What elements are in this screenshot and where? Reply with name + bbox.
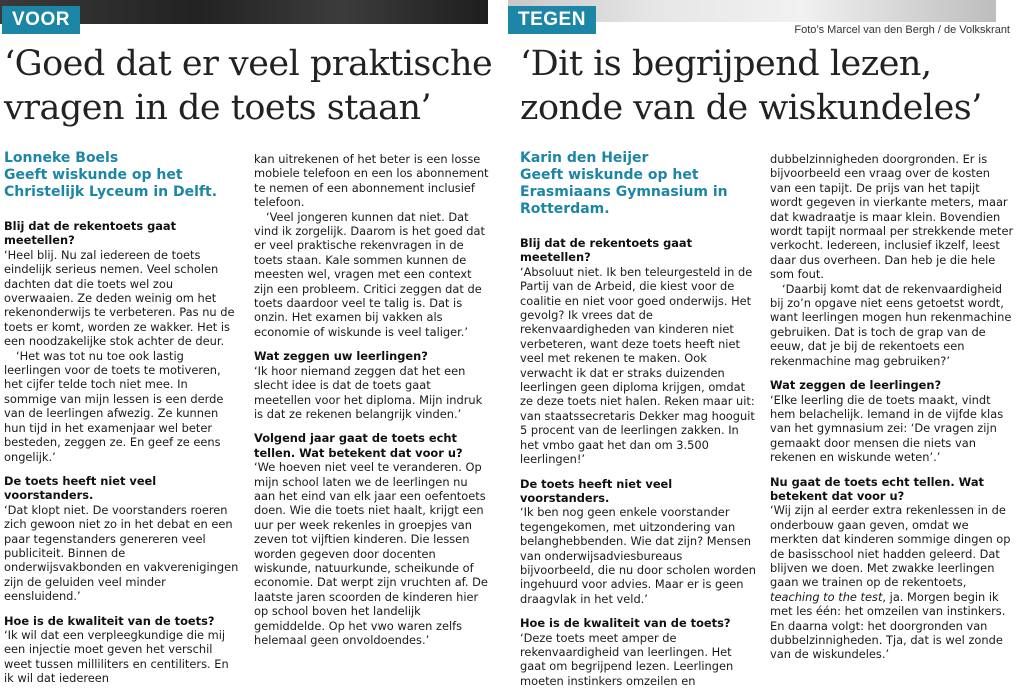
tegen-article bbox=[508, 0, 1024, 688]
voor-answer-1b: ‘Het was tot nu toe ook lastig leerlingen voor de toets te motiveren, het cijfer telde toch niet mee. In sommige van mijn lessen is een derde van de leerlingen afwezig. Ze kunnen hun tijd in het examenjaar wel beter besteden, zeggen ze. En geef ze eens ongelijk.’ bbox=[4, 348, 224, 464]
tegen-answer-5b: , ja. Morgen begin ik met les één: het omzeilen van instinkers. En daarna volgt: het doorgronden van dubbelzinnigheden. Tja, dat is wel zonde van de wiskundeles.’ bbox=[770, 589, 1006, 662]
tegen-answer-5 bbox=[770, 503, 1014, 661]
voor-column-2 bbox=[254, 152, 490, 647]
voor-answer-4: ‘Ik hoor niemand zeggen dat het een slecht idee is dat de toets gaat meetellen voor het diploma. Mijn indruk is dat ze rekenen belangrijk vinden.’ bbox=[254, 363, 483, 421]
voor-answer-1: ‘Heel blij. Nu zal iedereen de toets eindelijk serieus nemen. Veel scholen dachten dat die toets wel zou overwaaien. Ze deden weinig om het rekenonderwijs te verbeteren. Pas nu de toets er komt, worden ze wakker. Het is een noodzakelijke stok achter de deur. bbox=[4, 247, 235, 349]
tegen-answer-4: ‘Elke leerling die de toets maakt, vindt hem belachelijk. Iemand in de vijfde klas van het gymnasium zei: ‘De vragen zijn gemaakt door mensen die niets van rekenen en wiskunde weten’.’ bbox=[770, 392, 1004, 465]
tegen-headline-line1: ‘Dit is begrijpend lezen, bbox=[520, 44, 932, 84]
voor-question-4: Wat zeggen uw leerlingen? bbox=[254, 349, 428, 364]
voor-question-3: Hoe is de kwaliteit van de toets? bbox=[4, 613, 215, 628]
tegen-answer-3: ‘Deze toets meet amper de rekenvaardigheid van leerlingen. Het gaat om begrijpend lezen. Leerlingen moeten instinkers omzeilen en bbox=[520, 630, 734, 688]
tegen-question-1: Blij dat de rekentoets gaat meetellen? bbox=[520, 236, 693, 265]
tegen-question-5: Nu gaat de toets echt tellen. Wat betekent dat voor u? bbox=[770, 474, 984, 503]
tegen-answer-3c: ‘Daarbij komt dat de rekenvaardigheid bij zo’n opgave niet eens getoetst wordt, want leerlingen mogen hun rekenmachine gebruiken. Dat is toch de grap van de eeuw, dat je bij de rekentoets een rekenmachine mag gebruiken?’ bbox=[770, 281, 1012, 368]
tegen-answer-5a: ‘Wij zijn al eerder extra rekenlessen in de onderbouw gaan geven, omdat we merkten dat kinderen sommige dingen op de basisschool niet hadden geleerd. Dat blijven we doen. Met zwakke leerlingen gaan we trainen op de rekentoets, bbox=[770, 503, 1011, 590]
tegen-headline-line2: zonde van de wiskundeles’ bbox=[520, 88, 982, 128]
voor-headline bbox=[4, 42, 499, 130]
voor-answer-5: ‘We hoeven niet veel te veranderen. Op mijn school laten we de leerlingen nu aan het eind van elk jaar een oefentoets doen. Wie die toets niet haalt, krijgt een uur per week rekenles in groepjes van zeven tot vijftien kinderen. Die lessen worden gegeven door docenten wiskunde, natuurkunde, scheikunde of economie. Dat werpt zijn vruchten af. De laatste jaren scoorden de kinderen hier op school boven het landelijk gemiddelde. Op het vwo waren zelfs helemaal geen onvoldoendes.’ bbox=[254, 460, 488, 647]
voor-headline-line2: vragen in de toets staan’ bbox=[4, 88, 432, 128]
photo-credit: Foto’s Marcel van den Bergh / de Volkskrant bbox=[794, 24, 1010, 36]
voor-answer-3b: kan uitrekenen of het beter is een losse mobiele telefoon en een los abonnement te nemen of een abonnement inclusief telefoon. bbox=[254, 152, 489, 210]
voor-answer-3c: ‘Veel jongeren kunnen dat niet. Dat vind ik zorgelijk. Daarom is het goed dat er veel praktische rekenvragen in de toets staan. Kale sommen kunnen de meesten wel, vragen met een context zijn een probleem. Critici zeggen dat de toets daardoor veel te talig is. Dat is onzin. Het examen bij vakken als economie of wiskunde is veel taliger.’ bbox=[254, 209, 485, 339]
tegen-answer-5-italic: teaching to the test bbox=[770, 589, 883, 604]
voor-answer-2: ‘Dat klopt niet. De voorstanders roeren zich gewoon niet zo in het debat en een paar tegenstanders genereren veel publiciteit. Binnen de onderwijsvakbonden en vakverenigingen zijn de geluiden veel minder eensluidend.’ bbox=[4, 502, 239, 604]
tegen-answer-1: ‘Absoluut niet. Ik ben teleurgesteld in de Partij van de Arbeid, die kiest voor de coalitie en niet voor goed onderwijs. Het gevolg? Ik vrees dat de rekenvaardigheden van kinderen niet verbeteren, want deze toets heeft niet veel met rekenen te maken. Ook verwacht ik dat er straks duizenden leerlingen geen diploma krijgen, omdat ze deze toets niet halen. Reken maar uit: van staatssecretaris Dekker mag hooguit 5 procent van de leerlingen zakken. In het vmbo gaat het dan om 3.500 leerlingen!’ bbox=[520, 264, 755, 467]
tegen-question-3: Hoe is de kwaliteit van de toets? bbox=[520, 616, 731, 631]
tegen-question-2: De toets heeft niet veel voorstanders. bbox=[520, 476, 673, 505]
voor-question-2: De toets heeft niet veel voorstanders. bbox=[4, 473, 157, 503]
tegen-author: Karin den Heijer bbox=[520, 150, 649, 166]
tegen-column-2 bbox=[770, 152, 1014, 662]
tegen-column-1 bbox=[520, 150, 756, 688]
voor-article bbox=[0, 0, 503, 686]
voor-headline-line1: ‘Goed dat er veel praktische bbox=[4, 44, 493, 84]
voor-column-1 bbox=[4, 150, 240, 686]
tegen-question-4: Wat zeggen de leerlingen? bbox=[770, 378, 942, 393]
tegen-answer-2: ‘Ik ben nog geen enkele voorstander tegengekomen, met uitzondering van belanghebbenden. Wie dat zijn? Mensen van onderwijsadviesbureaus bijvoorbeeld, die nu door scholen worden ingehuurd voor advies. Maar er is geen draagvlak in het veld.’ bbox=[520, 505, 756, 606]
tegen-answer-3b: dubbelzinnigheden doorgronden. Er is bijvoorbeeld een vraag over de kosten van een tapijt. De prijs van het tapijt wordt gegeven in vierkante meters, maar dat kwadraatje is maar klein. Bovendien wordt tapijt normaal per strekkende meter verkocht. Iedereen, inclusief ikzelf, leest daar dus overheen. Dan heb je die hele som fout. bbox=[770, 152, 1014, 282]
voor-author: Lonneke Boels bbox=[4, 150, 119, 166]
voor-role: Geeft wiskunde op het Christelijk Lyceum in Delft. bbox=[4, 167, 218, 200]
tegen-headline bbox=[520, 42, 1020, 130]
voor-question-5: Volgend jaar gaat de toets echt tellen. Wat betekent dat voor u? bbox=[254, 431, 463, 460]
voor-answer-3: ‘Ik wil dat een verpleegkundige die mij een injectie moet geven het verschil weet tussen milliliters en centiliters. En ik wil dat iedereen bbox=[4, 627, 229, 686]
voor-question-1: Blij dat de rekentoets gaat meetellen? bbox=[4, 219, 177, 248]
voor-tag: VOOR bbox=[2, 6, 80, 34]
tegen-role: Geeft wiskunde op het Erasmiaans Gymnasium in Rotterdam. bbox=[520, 167, 728, 217]
tegen-tag: TEGEN bbox=[508, 6, 596, 34]
